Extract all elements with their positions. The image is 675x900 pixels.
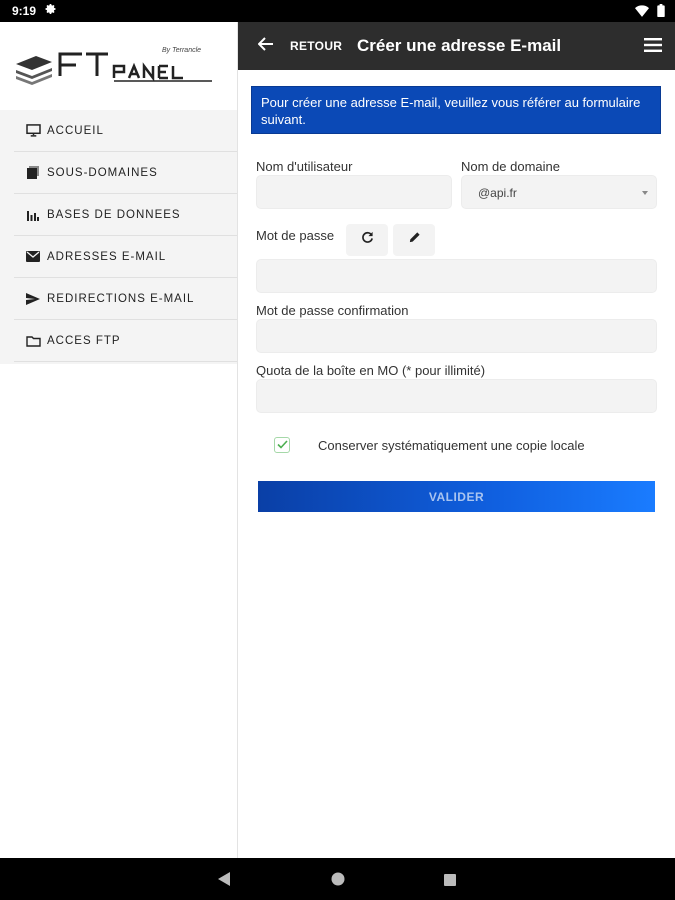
domain-select-value: @api.fr [478,186,517,200]
bar-chart-icon [24,208,42,222]
username-label: Nom d'utilisateur [256,159,353,174]
domain-label: Nom de domaine [461,159,560,174]
page-title: Créer une adresse E-mail [357,36,562,55]
sidebar-item-label: BASES DE DONNEES [47,208,181,221]
top-app-bar [238,22,675,70]
sidebar [0,22,238,858]
sidebar-item-accueil[interactable] [14,110,237,152]
status-bar [0,0,675,22]
checkmark-icon [277,436,288,454]
send-icon [24,292,42,306]
sidebar-menu [14,110,237,362]
domain-select[interactable] [461,175,657,209]
wifi-icon [635,4,649,22]
settings-gear-icon [45,3,57,18]
folder-icon [24,334,42,348]
sidebar-item-label: SOUS-DOMAINES [47,166,158,179]
hamburger-menu-icon[interactable] [644,38,662,57]
quota-label: Quota de la boîte en MO (* pour illimité) [256,363,486,378]
sidebar-item-label: ACCUEIL [47,124,104,137]
sidebar-item-acces-ftp[interactable] [14,320,237,362]
username-input[interactable] [256,175,452,209]
svg-text:By Terrancle: By Terrancle [162,47,202,54]
mail-icon [24,250,42,264]
password-label: Mot de passe [256,228,335,243]
sidebar-item-label: ACCES FTP [47,334,121,347]
nav-home-icon[interactable] [331,872,345,891]
password-confirm-label: Mot de passe confirmation [256,303,409,318]
refresh-icon [361,231,374,249]
keep-copy-label: Conserver systématiquement une copie locale [318,438,585,453]
layers-icon [24,166,42,180]
nav-back-icon[interactable] [218,872,230,891]
edit-password-button[interactable] [393,224,435,256]
battery-icon [657,4,665,22]
sidebar-item-label: ADRESSES E-MAIL [47,250,167,263]
sidebar-item-label: REDIRECTIONS E-MAIL [47,292,195,305]
status-time: 9:19 [12,4,37,18]
system-nav-bar [0,858,675,900]
sidebar-item-bases-de-donnees[interactable] [14,194,237,236]
keep-copy-checkbox[interactable] [274,437,290,453]
sidebar-item-sous-domaines[interactable] [14,152,237,194]
password-confirm-input[interactable] [256,319,657,353]
generate-password-button[interactable] [346,224,388,256]
quota-input[interactable] [256,379,657,413]
info-banner: Pour créer une adresse E-mail, veuillez vous référer au formulaire suivant. [251,86,661,134]
pencil-icon [408,231,421,249]
monitor-icon [24,124,42,138]
back-button[interactable]: RETOUR [290,39,343,53]
app-logo [0,22,237,110]
sidebar-item-adresses-email[interactable] [14,236,237,278]
password-input[interactable] [256,259,657,293]
submit-button[interactable]: VALIDER [258,481,655,512]
sidebar-item-redirections-email[interactable] [14,278,237,320]
dropdown-caret-icon [642,191,648,195]
nav-recents-icon[interactable] [444,873,456,891]
back-arrow-icon[interactable] [258,36,274,57]
